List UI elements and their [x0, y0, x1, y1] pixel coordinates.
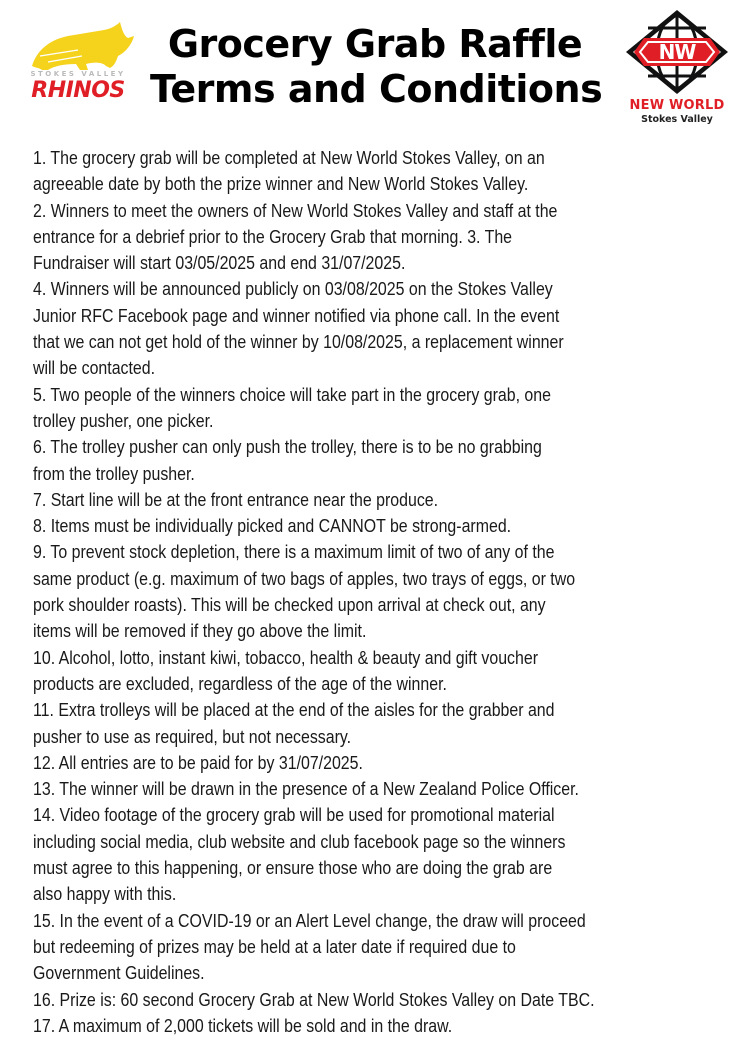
term-item-1 — [33, 145, 733, 198]
term-line: agreeable date by both the prize winner and New World Stokes Valley. — [33, 173, 529, 195]
term-line: products are excluded, regardless of the age of the winner. — [33, 672, 447, 694]
term-line: 13. The winner will be drawn in the presence of a New Zealand Police Officer. — [33, 778, 579, 800]
rhinos-logo-top-text: STOKES VALLEY — [30, 70, 126, 78]
term-line: 17. A maximum of 2,000 tickets will be sold and in the draw. — [33, 1014, 453, 1036]
term-line: Government Guidelines. — [33, 962, 205, 984]
title-line-2: Terms and Conditions — [150, 67, 603, 111]
term-item-6 — [33, 434, 733, 487]
term-item-14 — [33, 802, 733, 907]
title-line-1: Grocery Grab Raffle — [167, 22, 583, 66]
term-line: 6. The trolley pusher can only push the trolley, there is to be no grabbing — [33, 436, 542, 458]
term-line: 2. Winners to meet the owners of New World Stokes Valley and staff at the — [33, 199, 558, 221]
rhinos-logo-main-text: RHINOS — [31, 78, 125, 103]
header — [0, 0, 750, 140]
term-line: Fundraiser will start 03/05/2025 and end 31/07/2025. — [33, 252, 406, 274]
term-line: 9. To prevent stock depletion, there is a maximum limit of two of any of the — [33, 541, 555, 563]
term-item-7 — [33, 487, 733, 513]
term-line: 16. Prize is: 60 second Grocery Grab at New World Stokes Valley on Date TBC. — [33, 988, 595, 1010]
term-item-11 — [33, 697, 733, 750]
term-line: must agree to this happening, or ensure those who are doing the grab are — [33, 857, 553, 879]
terms-list — [33, 145, 733, 1039]
term-item-13 — [33, 776, 733, 802]
term-item-2 — [33, 198, 733, 277]
term-line: 15. In the event of a COVID-19 or an Alert Level change, the draw will proceed — [33, 909, 586, 931]
term-line: 1. The grocery grab will be completed at New World Stokes Valley, on an — [33, 147, 545, 168]
term-line: pusher to use as required, but not necessary. — [33, 725, 352, 747]
term-item-12 — [33, 750, 733, 776]
term-line: will be contacted. — [33, 357, 156, 379]
term-item-9 — [33, 539, 733, 644]
new-world-store-name: Stokes Valley — [641, 114, 713, 125]
term-item-5 — [33, 382, 733, 435]
term-line: but redeeming of prizes may be held at a later date if required due to — [33, 935, 516, 957]
term-item-15 — [33, 908, 733, 987]
term-line: entrance for a debrief prior to the Grocery Grab that morning. 3. The — [33, 225, 513, 247]
term-line: 7. Start line will be at the front entrance near the produce. — [33, 488, 439, 510]
term-line: 4. Winners will be announced publicly on 03/08/2025 on the Stokes Valley — [33, 278, 553, 300]
term-item-8 — [33, 513, 733, 539]
page-title — [150, 22, 603, 112]
term-line: 11. Extra trolleys will be placed at the end of the aisles for the grabber and — [33, 699, 555, 721]
term-item-10 — [33, 645, 733, 698]
term-line: also happy with this. — [33, 883, 177, 905]
term-item-16 — [33, 987, 733, 1013]
term-line: 14. Video footage of the grocery grab will be used for promotional material — [33, 804, 555, 826]
term-line: pork shoulder roasts). This will be checked upon arrival at check out, any — [33, 594, 546, 616]
term-line: 12. All entries are to be paid for by 31/07/2025. — [33, 751, 363, 773]
term-line: 10. Alcohol, lotto, instant kiwi, tobacco, health & beauty and gift voucher — [33, 646, 539, 668]
term-line: trolley pusher, one picker. — [33, 409, 214, 431]
term-item-17 — [33, 1013, 733, 1039]
new-world-logo — [622, 8, 732, 128]
term-item-4 — [33, 276, 733, 381]
term-line: Junior RFC Facebook page and winner notified via phone call. In the event — [33, 304, 560, 326]
term-line: 8. Items must be individually picked and CANNOT be strong-armed. — [33, 515, 512, 537]
term-line: 5. Two people of the winners choice will take part in the grocery grab, one — [33, 383, 551, 405]
term-line: that we can not get hold of the winner by 10/08/2025, a replacement winner — [33, 331, 564, 353]
new-world-brand-text: NEW WORLD — [629, 98, 725, 113]
stokes-valley-rhinos-logo — [18, 22, 136, 104]
term-line: items will be removed if they go above the limit. — [33, 620, 367, 642]
term-line: from the trolley pusher. — [33, 462, 195, 484]
term-line: same product (e.g. maximum of two bags of apples, two trays of eggs, or two — [33, 567, 576, 589]
term-line: including social media, club website and club facebook page so the winners — [33, 830, 566, 852]
nw-badge-text: NW — [658, 40, 696, 64]
